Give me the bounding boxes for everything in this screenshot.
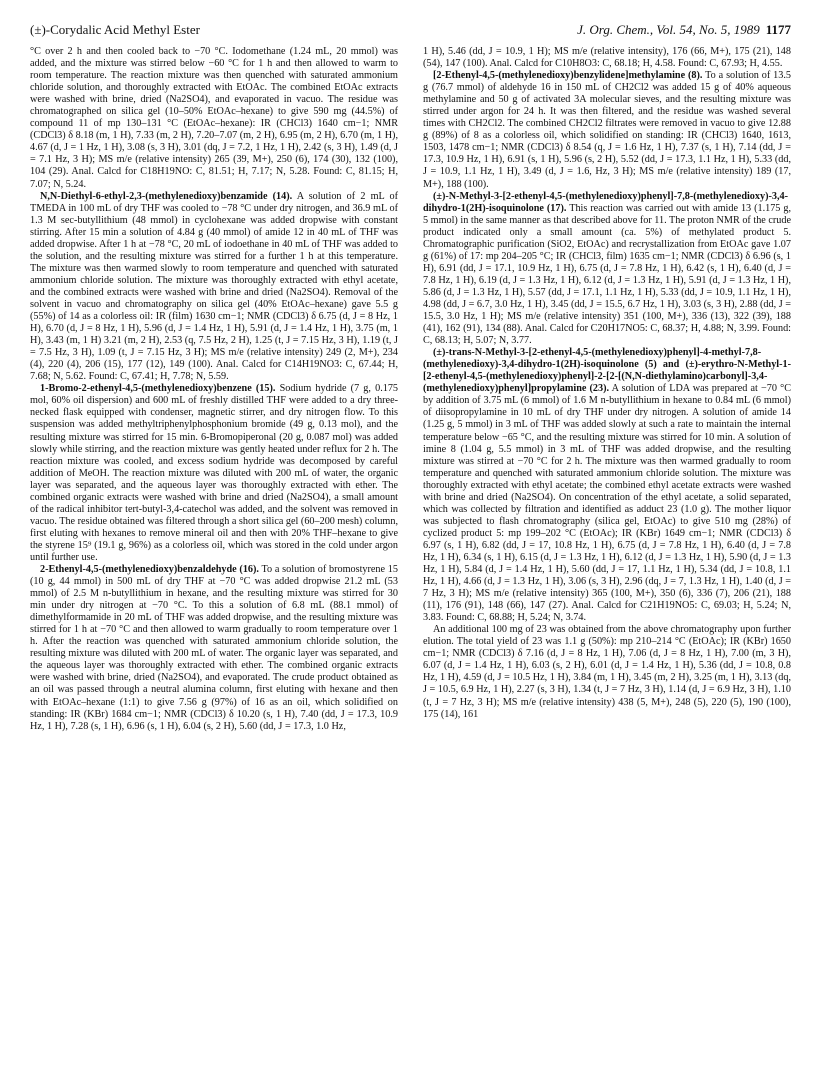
paragraph-body: To a solution of 13.5 g (76.7 mmol) of aldehyde 16 in 150 mL of CH2Cl2 was added 15 g of 40% aqueous methylamine and 50 g of activated 3A molecular sieves, and the resulting mixture was stirred under argon for 24 h. It was then filtered, and the residue was washed several times with CH2Cl2. The combined CH2Cl2 filtrates were removed in vacuo to give 12.88 g (89%) of 8 as a colorless oil, which solidified on standing: IR (CHCl3) 1640, 1613, 1503, 1478 cm−1; NMR (CDCl3) δ 8.54 (q, J = 1.6 Hz, 1 H), 7.37 (s, 1 H), 7.14 (dd, J = 17.3, 10.9 Hz, 1 H), 6.91 (s, 1 H), 5.96 (s, 2 H), 5.52 (dd, J = 17.3, 1.1 Hz, 1 H), 5.33 (dd, J = 10.9, 1.1 Hz, 1 H), 3.49 (d, J = 1.6, Hz, 3 H); MS m/e (relative intensity) 189 (17, M+), 188 (100).: [423, 70, 791, 190]
paragraph-title: (±)-trans-N-Methyl-3-[2-ethenyl-4,5-(methylenedioxy)phenyl]-4-methyl-7,8-(methylenedioxy)-3,4-dihydro-1(2H)-isoquinolone (5) and (±)-erythro-N-Methyl-1-[2-ethenyl-4,5-(methylenedioxy)phenyl]-2-[2-[(N,N-diethylamino)carbonyl]-3,4-(methylenedioxy)phenyl]propylamine (23).: [423, 347, 791, 395]
paragraph-title: 2-Ethenyl-4,5-(methylenedioxy)benzaldehyde (16).: [40, 564, 259, 576]
paragraph-body: Sodium hydride (7 g, 0.175 mol, 60% oil dispersion) and 600 mL of freshly distilled THF were added to a dry three-necked flask equipped with condenser, magnetic stirrer, and dry nitrogen flow. To this suspension was added methyltriphenylphosphonium bromide (49 g, 0.13 mol), and the resulting mixture was stirred for 15 min. 6-Bromopiperonal (20 g, 0.087 mol) was added slowly while stirring, and the reaction mixture was gently heated under reflux for 2 h. The reaction mixture was cooled, and excess sodium hydride was decomposed by careful addition of MeOH. The reaction mixture was diluted with 200 mL of water, the organic layer was separated, and the aqueous layer was thoroughly extracted with ether. The combined organic extracts were washed with brine and dried (Na2SO4), a small amount of the radical inhibitor tert-butyl-3,4-catechol was added, and the solvent was removed in vacuo. The residue obtained was filtered through a short silica gel (60–200 mesh) column, first eluting with hexanes to remove mineral oil and then with 20% THF–hexane to give the styrene 15⁹ (19.1 g, 96%) as a colorless oil, which was stored in the cold under argon until further use.: [30, 383, 399, 563]
paragraph-body: To a solution of bromostyrene 15 (10 g, 44 mmol) in 500 mL of dry THF at −70 °C was added dropwise 21.2 mL (53 mmol) of 2.5 M n-butyllithium in hexane, and the resulting mixture was stirred for 30 min under dry nitrogen at −70 °C. To this a solution of 6.8 mL (88.1 mmol) of dimethylformamide in 20 mL of THF was added dropwise, and the resulting mixture was stirred for 1 h at −70 °C and then allowed to warm gradually to room temperature over 1 h. After the reaction was quenched with saturated ammonium chloride solution, the resulting mixture was diluted with 200 mL of water. The organic layer was separated, and the aqueous layer was thoroughly extracted with ether. The combined organic extracts were washed with brine, dried (Na2SO4), and evaporated. The crude product obtained as an oil was passed through a neutral alumina column, first eluting with hexane and then with EtOAc–hexane (1:1) to give 7.56 g (97%) of 16 as an oil, which solidified on standing: IR (KBr) 1684 cm−1; NMR (CDCl3) δ 10.20 (s, 1 H), 7.40 (dd, J = 17.3, 10.9 Hz, 1 H), 7.28 (s, 1 H), 6.96 (s, 1 H), 6.04 (s, 2 H), 5.60 (dd, J = 17.3, 1.0 Hz,: [30, 564, 398, 732]
paragraph: [30, 191, 398, 384]
journal-citation: [577, 22, 791, 38]
paragraph-title: 1-Bromo-2-ethenyl-4,5-(methylenedioxy)benzene (15).: [40, 383, 276, 395]
paragraph-body: A solution of LDA was prepared at −70 °C by addition of 3.75 mL (6 mmol) of 1.6 M n-butyllithium in hexane to 0.84 mL (6 mmol) of diisopropylamine in 10 mL of dry THF under dry nitrogen. A solution of amide 14 (1.25 g, 5 mmol) in 3 mL of THF was added slowly at such a rate to maintain the internal temperature below −65 °C, and the resulting mixture was stirred for 10 min. A solution of imine 8 (1.04 g, 5.5 mmol) in 3 mL of THF was added dropwise, and the resulting mixture was stirred at −70 °C for 2 h. The mixture was then warmed gradually to room temperature and quenched with saturated ammonium chloride solution. The mixture was thoroughly extracted with ethyl acetate; the combined ethyl acetate extracts were washed with brine and dried (Na2SO4). On concentration of the ethyl acetate, a solid separated, which was collected by filtration and identified as adduct 23 (1.0 g). The mother liquor was subjected to flash chromatography (silica gel, EtOAc) to give 510 mg (28%) of cyclized product 5: mp 199–202 °C (EtOAc); IR (KBr) 1649 cm−1; NMR (CDCl3) δ 6.97 (s, 1 H), 6.82 (dd, J = 17, 10.8 Hz, 1 H), 6.75 (d, J = 7.8 Hz, 1 H), 6.40 (d, J = 7.8 Hz, 1 H), 6.34 (s, 1 H), 6.15 (d, J = 1.3 Hz, 1 H), 6.12 (d, J = 1.3 Hz, 1 H), 5.90 (d, J = 1.3 Hz, 1 H), 5.84 (d, J = 1.4 Hz, 1 H), 5.60 (dd, J = 17, 1.1 Hz, 1 H), 5.34 (dd, J = 10.8, 1.1 Hz, 1 H), 4.66 (d, J = 1.3 Hz, 1 H), 3.06 (s, 3 H), 2.96 (dq, J = 7, 1.3 Hz, 1 H), 1.40 (d, J = 7 Hz, 3 H); MS m/e (relative intensity) 365 (100, M+), 350 (6), 336 (7), 206 (21), 188 (11), 176 (91), 148 (66), 147 (27). Anal. Calcd for C21H19NO5: C, 69.03; H, 5.24; N, 3.83. Found: C, 68.88; H, 5.24; N, 3.74.: [423, 383, 791, 624]
journal-name: J. Org. Chem., Vol. 54, No. 5, 1989: [577, 22, 760, 37]
paragraph-body: An additional 100 mg of 23 was obtained from the above chromatography upon further elution. The total yield of 23 was 1.1 g (50%): mp 210–214 °C (EtOAc); IR (KBr) 1650 cm−1; NMR (CDCl3) δ 7.16 (d, J = 8 Hz, 1 H), 7.06 (d, J = 8 Hz, 1 H), 7.00 (m, 3 H), 6.07 (d, J = 1.4 Hz, 1 H), 6.03 (s, 2 H), 6.01 (d, J = 1.4 Hz, 1 H), 5.36 (dd, J = 10.8, 0.8 Hz, 1 H), 4.59 (d, J = 10.5 Hz, 1 H), 3.84 (m, 1 H), 3.45 (m, 2 H), 3.25 (m, 1 H), 3.13 (dq, J = 10.5, 6.9 Hz, 1 H), 2.27 (s, 3 H), 1.34 (t, J = 7 Hz, 3 H), 1.14 (d, J = 6.9 Hz, 3 H), 1.10 (t, J = 7 Hz, 3 H); MS m/e (relative intensity) 438 (5, M+), 248 (5), 220 (5), 190 (100), 175 (14), 161: [423, 624, 791, 720]
right-column: [423, 46, 791, 721]
paragraph: [423, 46, 791, 70]
paragraph: [30, 383, 398, 564]
paragraph: [30, 564, 398, 733]
left-column: [30, 46, 398, 733]
paragraph: [423, 624, 791, 720]
page-number: 1177: [765, 22, 791, 37]
paragraph-body: A solution of 2 mL of TMEDA in 100 mL of dry THF was cooled to −78 °C under dry nitrogen, and 36.9 mL of 1.3 M sec-butyllithium (48 mmol) in cyclohexane was added dropwise with constant stirring. After 15 min a solution of 4.84 g (40 mmol) of amide 12 in 40 mL of THF was added dropwise. After 1 h at −78 °C, 20 mL of iodoethane in 40 mL of THF was added to the solution, and the resulting mixture was stirred for a further 1 h at this temperature. The mixture was then warmed slowly to room temperature and quenched with saturated ammonium chloride solution. The mixture was thoroughly extracted with ethyl acetate, and the combined extracts were washed with brine and dried (Na2SO4). Removal of the solvent in vacuo and chromatography on silica gel (40% EtOAc–hexane) gave 5.5 g (55%) of 14 as a colorless oil: IR (film) 1630 cm−1; NMR (CDCl3) δ 6.75 (d, J = 8 Hz, 1 H), 6.70 (d, J = 8 Hz, 1 H), 5.96 (d, J = 1.4 Hz, 1 H), 5.91 (d, J = 1.4 Hz, 1 H), 3.75 (m, 1 H), 3.43 (m, 1 H) 3.21 (m, 2 H), 2.53 (q, 7.5 Hz, 2 H), 1.25 (t, J = 7.15 Hz, 3 H), 1.19 (t, J = 7.5 Hz, 3 H), 1.09 (t, J = 7.15 Hz, 3 H); MS m/e (relative intensity) 249 (2, M+), 234 (4), 220 (4), 206 (15), 177 (12), 149 (100). Anal. Calcd for C14H19NO3: C, 67.44; H, 7.68; N, 5.62. Found: C, 67.41; H, 7.78; N, 5.59.: [30, 190, 398, 383]
paragraph: [30, 46, 398, 191]
running-title: (±)-Corydalic Acid Methyl Ester: [30, 22, 200, 37]
paragraph: [423, 191, 791, 348]
paragraph: [423, 347, 791, 624]
paragraph-body: This reaction was carried out with amide 13 (1.175 g, 5 mmol) in the same manner as that described above for 11. The proton NMR of the crude product indicated only a small amount (ca. 5%) of methylated product 5. Chromatographic purification (SiO2, EtOAc) and recrystallization from EtOAc gave 1.07 g (61%) of 17: mp 204–205 °C; IR (CHCl3, film) 1635 cm−1; NMR (CDCl3) δ 6.96 (s, 1 H), 6.91 (dd, J = 17.1, 10.9 Hz, 1 H), 6.75 (d, J = 7.8 Hz, 1 H), 6.42 (s, 1 H), 6.40 (d, J = 7.8 Hz, 1 H), 6.19 (d, J = 1.3 Hz, 1 H), 6.12 (d, J = 1.3 Hz, 1 H), 5.91 (d, J = 1.3 Hz, 1 H), 5.86 (d, J = 1.3 Hz, 1 H), 5.57 (dd, J = 17.1, 1.1 Hz, 1 H), 5.33 (dd, J = 10.9, 1.1 Hz, 1 H), 4.98 (dd, J = 6.7, 3.0 Hz, 1 H), 3.45 (dd, J = 15.5, 6.7 Hz, 1 H), 3.03 (s, 3 H), 2.88 (dd, J = 15.5, 3.0 Hz, 1 H); MS m/e (relative intensity) 351 (100, M+), 336 (13), 322 (39), 188 (41), 162 (91), 134 (88). Anal. Calcd for C20H17NO5: C, 68.37; H, 4.88; N, 3.99. Found: C, 68.13; H, 5.07; N, 3.77.: [423, 202, 791, 347]
paragraph: [423, 70, 791, 190]
paragraph-title: N,N-Diethyl-6-ethyl-2,3-(methylenedioxy)benzamide (14).: [40, 190, 293, 202]
page-header: [30, 22, 791, 40]
paragraph-title: [2-Ethenyl-4,5-(methylenedioxy)benzylidene]methylamine (8).: [433, 70, 703, 82]
paragraph-title: (±)-N-Methyl-3-[2-ethenyl-4,5-(methylenedioxy)phenyl]-7,8-(methylenedioxy)-3,4-dihydro-1(2H)-isoquinolone (17).: [423, 190, 789, 214]
paragraph-body: 1 H), 5.46 (dd, J = 10.9, 1 H); MS m/e (relative intensity), 176 (66, M+), 175 (21), 148 (54), 147 (100). Anal. Calcd for C10H8O3: C, 68.18; H, 4.58. Found: C, 67.93; H, 4.55.: [423, 46, 791, 70]
paragraph-body: °C over 2 h and then cooled back to −70 °C. Iodomethane (1.24 mL, 20 mmol) was added, and the mixture was stirred below −60 °C for 1 h and then allowed to warm to room temperature. The reaction mixture was then quenched with saturated ammonium chloride solution, and thoroughly extracted with EtOAc. The combined EtOAc extracts were washed with brine, dried (Na2SO4), and evaporated in vacuo. The residue was chromatographed on silica gel (10–50% EtOAc–hexane) to give 590 mg (44.5%) of compound 11 of mp 130–131 °C (EtOAc–hexane): IR (CHCl3) 1640 cm−1; NMR (CDCl3) δ 8.18 (m, 1 H), 7.33 (m, 2 H), 7.20–7.07 (m, 2 H), 6.95 (m, 2 H), 6.70 (m, 1 H), 4.67 (d, J = 1 Hz, 1 H), 3.08 (s, 3 H), 3.01 (dq, J = 7.2, 1 Hz, 1 H), 2.42 (s, 3 H), 1.49 (d, J = 7.1 Hz, 3 H); MS m/e (relative intensity) 265 (39, M+), 250 (6), 174 (30), 132 (100), 104 (29). Anal. Calcd for C18H19NO: C, 81.51; H, 7.17; N, 5.28. Found: C, 81.15; H, 7.07; N, 5.24.: [30, 46, 398, 190]
